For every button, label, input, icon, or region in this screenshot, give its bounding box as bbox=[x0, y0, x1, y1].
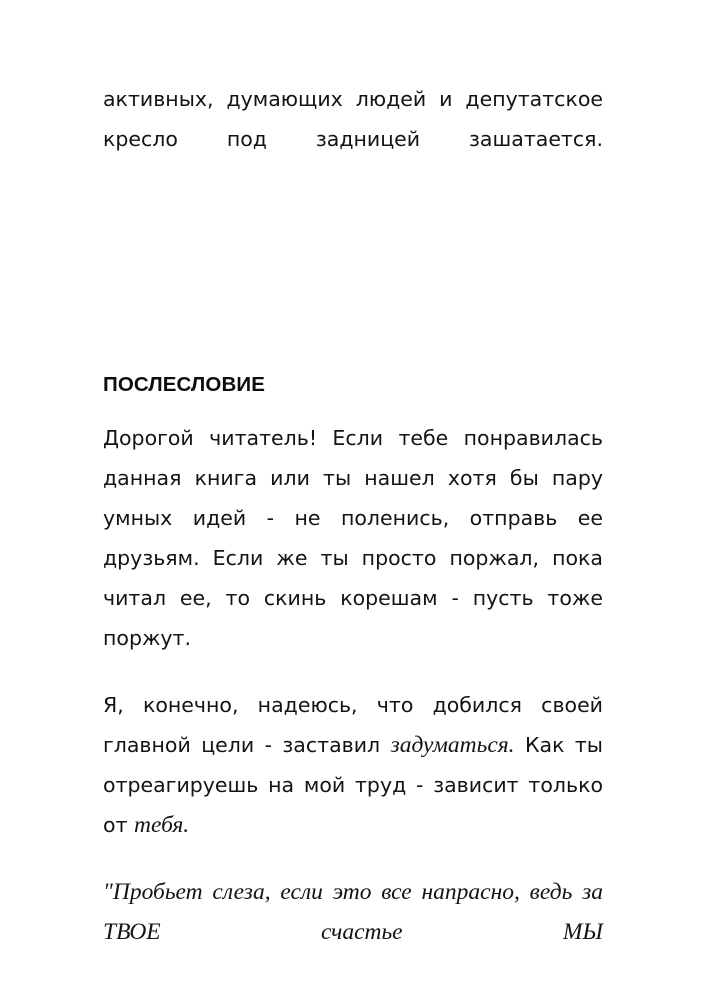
text-run: Я, конечно, надеюсь, что добился своей главной цели - заставил bbox=[103, 693, 603, 757]
paragraph-goal bbox=[103, 685, 603, 845]
section-heading-posleslovie: ПОСЛЕСЛОВИЕ bbox=[103, 373, 265, 396]
text-run: Как ты отреагируешь на мой труд - зависит только от bbox=[103, 733, 603, 837]
paragraph-quote bbox=[103, 872, 603, 992]
paragraph-thanks bbox=[103, 418, 603, 658]
section-body bbox=[103, 418, 603, 992]
text-run: Дорогой читатель! Если тебе понравилась данная книга или ты нашел хотя бы пару умных идей - не поленись, отправь ее друзьям. Если же ты просто поржал, пока читал ее, то скинь корешам - пусть тоже поржут. bbox=[103, 426, 603, 650]
emphasis-zadumatsya: задуматься. bbox=[390, 732, 515, 758]
emphasis-tebya: тебя. bbox=[134, 812, 190, 838]
paragraph-continued: активных, думающих людей и депутатское кресло под задницей зашатается. bbox=[103, 87, 603, 151]
text-run: "Пробьет слеза, если это все напрасно, ведь за ТВОЕ счастье МЫ bbox=[103, 879, 603, 945]
